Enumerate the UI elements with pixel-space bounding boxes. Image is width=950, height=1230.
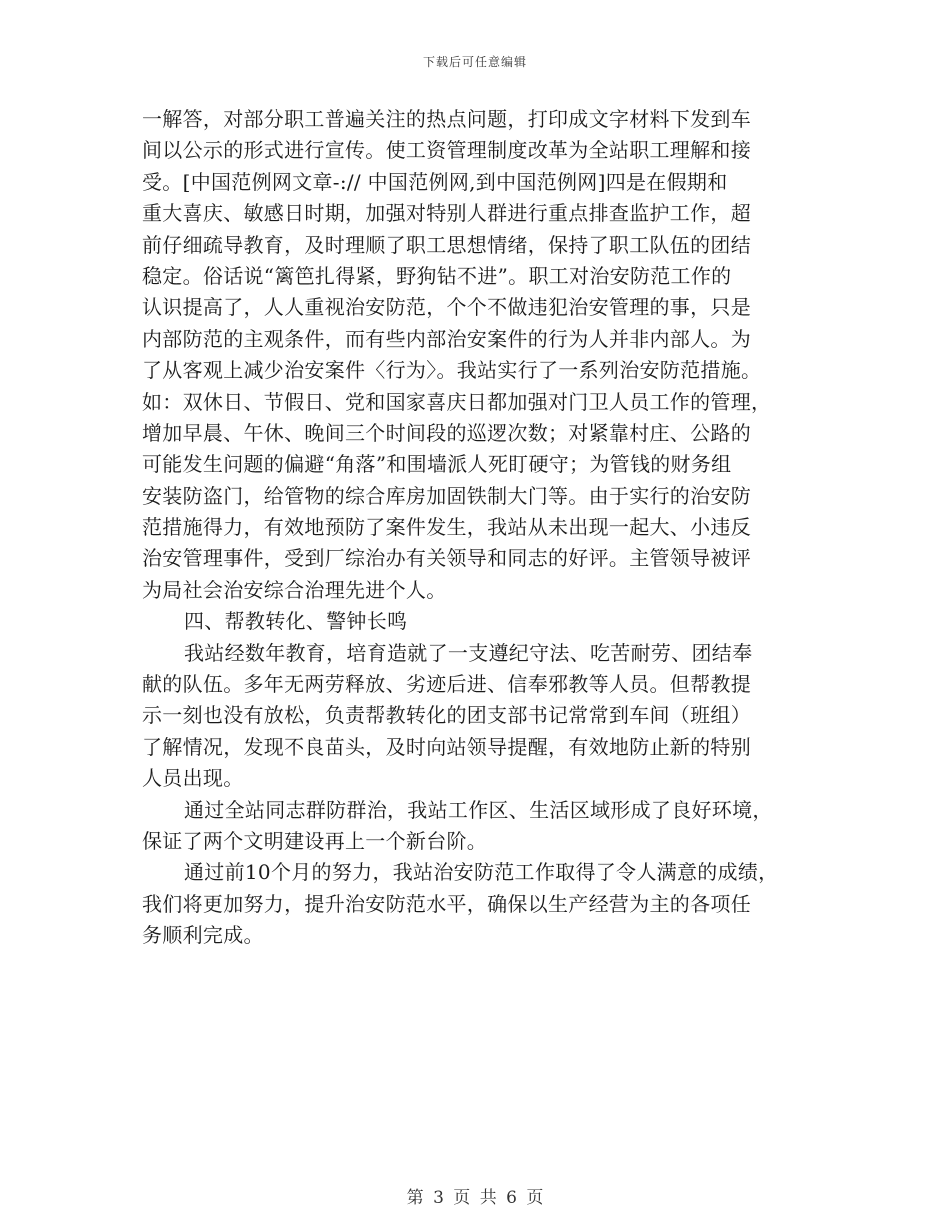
text-line: 我站经数年教育，培育造就了一支遵纪守法、吃苦耐劳、团结奉 xyxy=(184,640,753,665)
text-line: 务顺利完成。 xyxy=(142,923,264,948)
text-line: 治安管理事件，受到厂综治办有关领导和同志的好评。主管领导被评 xyxy=(142,546,751,571)
section-heading: 四、帮教转化、警钟长鸣 xyxy=(184,609,408,634)
document-body xyxy=(142,104,812,952)
text-line: 一解答，对部分职工普遍关注的热点问题，打印成文字材料下发到车 xyxy=(142,107,751,131)
text-line: 内部防范的主观条件，而有些内部治安案件的行为人并非内部人。为 xyxy=(142,326,751,351)
text-line: 我们将更加努力，提升治安防范水平，确保以生产经营为主的各项任 xyxy=(142,891,751,916)
text-line: 人员出现。 xyxy=(142,766,244,791)
text-line: 间以公示的形式进行宣传。使工资管理制度改革为全站职工理解和接 xyxy=(142,138,751,163)
text-line: 通过前10个月的努力，我站治安防范工作取得了令人满意的成绩， xyxy=(184,860,779,885)
text-line: 为局社会治安综合治理先进个人。 xyxy=(142,577,447,602)
text-line: 认识提高了，人人重视治安防范，个个不做违犯治安管理的事，只是 xyxy=(142,295,751,320)
text-line: 了解情况，发现不良苗头，及时向站领导提醒，有效地防止新的特别 xyxy=(142,734,751,759)
text-line: 了从客观上减少治安案件〈行为〉。我站实行了一系列治安防范措施。 xyxy=(142,358,762,383)
text-line: 安装防盗门，给管物的综合库房加固铁制大门等。由于实行的治安防 xyxy=(142,483,751,508)
text-line: 可能发生问题的偏避“角落”和围墙派人死盯硬守；为管钱的财务组 xyxy=(142,452,732,477)
text-line: 前仔细疏导教育，及时理顺了职工思想情绪，保持了职工队伍的团结 xyxy=(142,232,751,257)
text-line: 受。[中国范例网文章-:// 中国范例网,到中国范例网]四是在假期和 xyxy=(142,169,728,194)
text-line: 通过全站同志群防群治，我站工作区、生活区域形成了良好环境， xyxy=(184,797,773,822)
page-header: 下载后可任意编辑 xyxy=(422,55,527,69)
text-line: 稳定。俗话说“篱笆扎得紧，野狗钻不进”。职工对治安防范工作的 xyxy=(142,263,732,288)
text-line: 献的队伍。多年无两劳释放、劣迹后进、信奉邪教等人员。但帮教提 xyxy=(142,672,751,697)
text-line: 范措施得力，有效地预防了案件发生，我站从未出现一起大、小违反 xyxy=(142,515,751,540)
text-line: 重大喜庆、敏感日时期，加强对特别人群进行重点排查监护工作，超 xyxy=(142,201,751,226)
text-line: 保证了两个文明建设再上一个新台阶。 xyxy=(142,828,488,853)
text-line: 增加早晨、午休、晚间三个时间段的巡逻次数；对紧靠村庄、公路的 xyxy=(142,420,751,445)
text-line: 如：双休日、节假日、党和国家喜庆日都加强对门卫人员工作的管理， xyxy=(142,389,772,414)
text-line: 示一刻也没有放松，负责帮教转化的团支部书记常常到车间（班组） xyxy=(142,703,751,728)
page-footer: 第 3 页 共 6 页 xyxy=(406,1188,544,1208)
